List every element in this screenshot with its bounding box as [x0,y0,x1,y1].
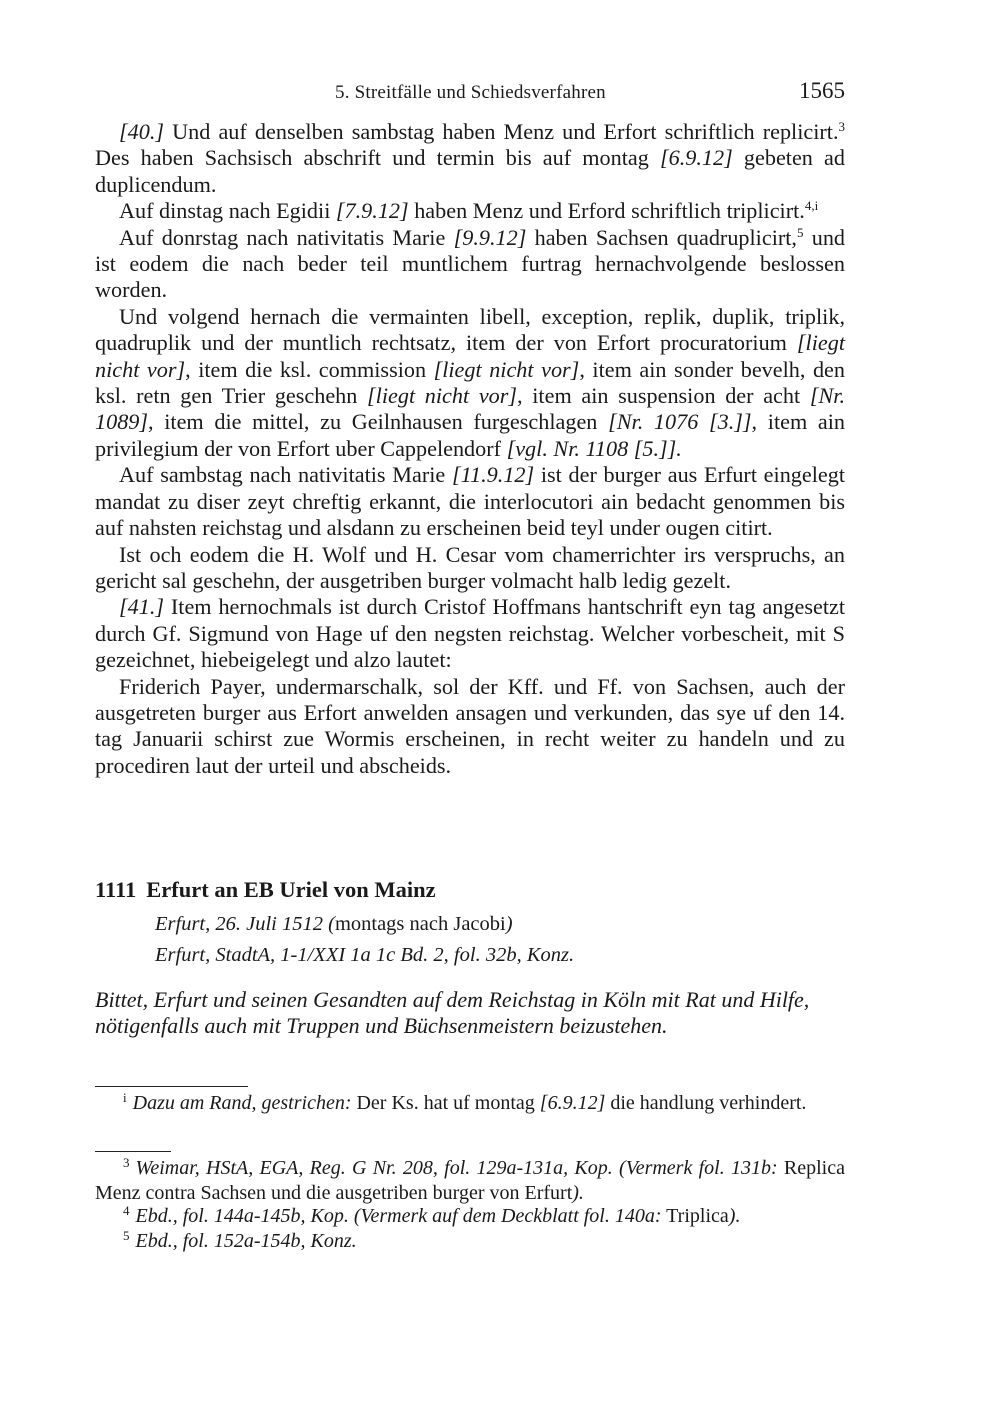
text-run: Replica Menz contra Sachsen und die ausgetriben burger von Erfurt [95,1157,845,1204]
text-run: Item hernochmals ist durch Cristof Hoffmans hantschrift eyn tag angesetzt durch Gf. Sigmund von Hage uf den negsten reichstag. Welcher vorbescheit, mit S gezeichnet, hiebeigelegt und alzo lautet: [95,594,845,673]
text-run: , item die ksl. commission [185,356,434,382]
footnote-ref-5: 5 [796,224,804,240]
text-run: Der Ks. hat uf montag [351,1092,540,1114]
footnote-3 [95,1157,845,1205]
footnote-rule-numbers [95,1151,171,1152]
document-heading [95,877,845,1039]
text-run: Auf dinstag nach Egidii [119,198,336,224]
document-title-text: Erfurt an EB Uriel von Mainz [146,877,436,902]
text-run: und ist eodem die nach beder teil muntlichem furtrag hernachvolgende beslossen worden. [95,224,846,303]
main-text [95,119,845,779]
paragraph-40 [95,119,845,198]
paragraph-chamerrichter [95,542,845,595]
footnote-rule-letters [95,1086,248,1087]
footnote-ref-4i: 4,i [804,198,819,214]
paragraph-quadruplik [95,225,845,304]
footnote-4 [95,1205,845,1230]
text-run: ). [728,1205,741,1227]
text-run: , item die mittel, zu Geilnhausen furgeschlagen [148,409,609,435]
footnote-mark: 5 [123,1227,130,1243]
date-close: ) [505,913,513,935]
text-run: Triplica [661,1205,729,1227]
text-run: ist der burger aus Erfurt eingelegt mandat zu diser zeyt chreftig erkannt, die interlocutori ain bedacht genommen bis auf nahsten reichstag und alsdann zu erscheinen beid teyl under ougen citirt. [95,462,846,541]
editorial-note: [liegt nicht vor] [433,356,580,382]
document-source: Erfurt, StadtA, 1-1/XXI 1a 1c Bd. 2, fol. 32b, Konz. [155,944,575,966]
paragraph-41 [95,594,845,673]
document-meta [155,909,845,971]
date-place: Erfurt, 26. Juli 1512 ( [155,913,335,935]
paragraph-payer [95,674,845,780]
paragraph-triplik [95,198,845,224]
footnote-mark: 4 [123,1203,130,1218]
document-date [155,909,845,940]
text-run: , item ain privilegium der von Erfort uber Cappelendorf [95,409,846,461]
document-regest: Bittet, Erfurt und seinen Gesandten auf dem Reichstag in Köln mit Rat und Hilfe, nötigenfalls auch mit Truppen und Büchsenmeistern beizustehen. [95,987,810,1038]
text-run: Ist och eodem die H. Wolf und H. Cesar vom chamerrichter irs verspruchs, an gericht sal geschehn, der ausgetriben burger volmacht halb ledig gezelt. [95,541,845,593]
section-marker: [40.] [119,119,165,144]
editorial-note: [Nr. 1089] [95,383,845,435]
text-run: die handlung verhindert. [605,1092,807,1114]
editorial-note: [Nr. 1076 [3.]] [608,409,752,435]
date-annotation: [11.9.12] [451,462,535,488]
text-run: Und auf denselben sambstag haben Menz und Erfort schriftlich replicirt. [164,119,839,144]
editorial-note: [liegt nicht vor] [95,330,845,382]
text-run: Friderich Payer, undermarschalk, sol der Kff. und Ff. von Sachsen, auch der ausgetreten burger aus Erfort anwelden ansagen und verkunden, das sye uf den 14. tag Januarii schirst zue Wormis erscheinen, in recht weiter zu handeln und zu procediren laut der urteil und abscheids. [95,673,845,778]
footnote-i-text [95,1092,845,1117]
editorial-note: [liegt nicht vor] [367,383,518,409]
date-annotation: [7.9.12] [335,198,409,224]
section-marker: [41.] [119,594,165,620]
document-title [95,877,845,903]
text-run: , item ain suspension der acht [517,383,810,409]
page-number: 1565 [799,78,845,103]
text-run: Ebd., fol. 144a-145b, Kop. (Vermerk auf dem Deckblatt fol. 140a: [135,1205,662,1227]
text-run: haben Menz und Erford schriftlich triplicirt. [408,198,805,224]
text-run: Und volgend hernach die vermainten libell, exception, replik, duplik, triplik, quadruplik und der muntlich rechtsatz, item der von Erfort procuratorium [95,303,845,356]
date-feast: montags nach Jacobi [334,913,506,935]
text-run: Dazu am Rand, gestrichen: [132,1092,352,1114]
text-run: Des haben Sachsisch abschrift und termin bis auf montag [95,145,660,171]
text-run: Auf sambstag nach nativitatis Marie [119,462,452,488]
running-title: 5. Streitfälle und Schiedsverfahren [335,82,606,103]
footnote-5 [95,1227,845,1255]
paragraph-mandat [95,462,845,541]
running-header [95,78,845,108]
footnote-ref-3: 3 [838,119,845,134]
text-run: gebeten ad duplicendum. [95,145,845,197]
footnote-mark: i [123,1090,127,1105]
date-annotation: [9.9.12] [453,224,527,250]
text-run: , item ain sonder bevelh, den ksl. retn gen Trier geschehn [95,356,845,409]
text-run: [6.9.12] [539,1092,606,1114]
text-run: Ebd., fol. 152a-154b, Konz. [135,1229,357,1252]
footnote-i [95,1092,845,1117]
text-run: haben Sachsen quadruplicirt, [526,224,797,250]
text-run: ). [572,1181,584,1204]
text-run: Auf donrstag nach nativitatis Marie [119,224,454,250]
document-number: 1111 [95,877,137,902]
text-run: Weimar, HStA, EGA, Reg. G Nr. 208, fol. 129a-131a, Kop. (Vermerk fol. 131b: [135,1157,778,1179]
date-annotation: [6.9.12] [660,145,733,171]
footnote-mark: 3 [123,1155,130,1170]
editorial-note: [vgl. Nr. 1108 [5.]]. [506,435,682,461]
paragraph-documents [95,304,845,462]
footnotes-numbered [95,1157,845,1254]
